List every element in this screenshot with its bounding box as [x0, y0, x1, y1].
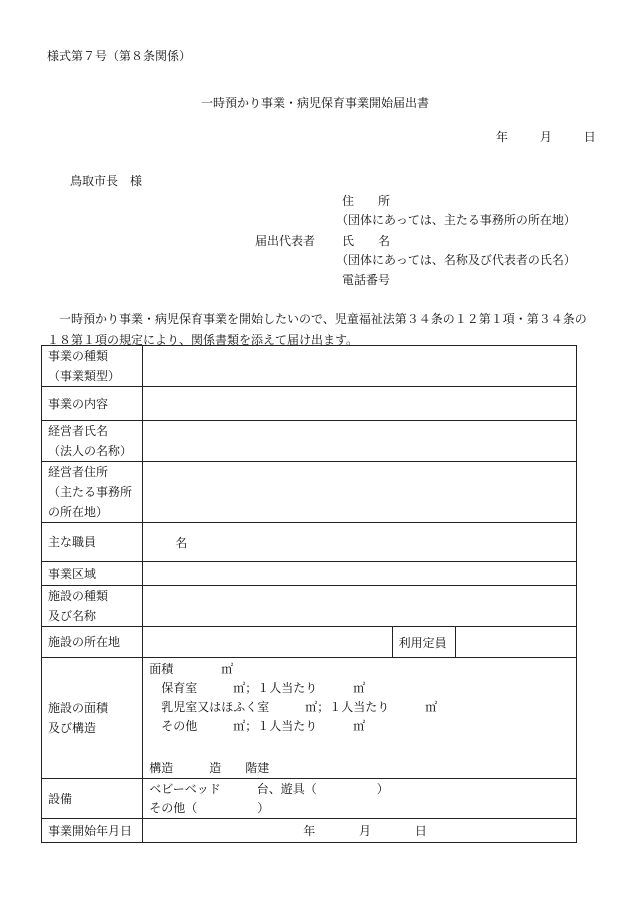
label-staff [42, 523, 143, 562]
label-business-content-text: 事業の内容 [48, 396, 109, 411]
label-equipment [42, 779, 143, 819]
label-operator-address-l3: の所在地） [48, 505, 109, 519]
field-service-area[interactable] [143, 562, 577, 586]
field-equipment[interactable] [143, 779, 577, 819]
label-business-content [42, 387, 143, 421]
label-operator-name [42, 421, 143, 462]
label-service-area-text: 事業区域 [48, 566, 97, 581]
label-capacity: 利用定員 [392, 627, 455, 658]
field-facility-area[interactable] [143, 658, 577, 779]
field-start-date[interactable] [143, 819, 577, 843]
label-facility-area-l1: 施設の面積 [48, 701, 109, 715]
field-operator-address[interactable] [143, 462, 577, 523]
label-business-type [42, 346, 143, 387]
row-business-content [42, 387, 577, 421]
field-business-content[interactable] [143, 387, 577, 421]
phone-label: 電話番号 [342, 273, 391, 287]
label-equipment-text: 設備 [48, 791, 73, 806]
label-business-type-l1: 事業の種類 [48, 349, 109, 363]
date-day: 日 [583, 130, 596, 144]
name-label: 氏 名 [342, 234, 391, 248]
infant-room-line: 乳児室又はほふく室 ㎡；１人当たり ㎡ [161, 700, 438, 714]
row-facility-area [42, 658, 577, 779]
row-service-area [42, 562, 577, 586]
intro-text: 一時預かり事業・病児保育事業を開始したいので、児童福祉法第３４条の１２第１項・第３４条の１８第１項の規定により、関係書類を添えて届け出ます。 [47, 312, 587, 347]
label-operator-address-l2: （主たる事務所 [48, 485, 133, 499]
representative-label: 届出代表者 [255, 234, 316, 248]
field-business-type[interactable] [143, 346, 577, 387]
equipment-line-2: その他（ ） [149, 800, 270, 815]
row-start-date [42, 819, 577, 843]
date-month: 月 [539, 130, 552, 144]
field-operator-name[interactable] [143, 421, 577, 462]
date-year: 年 [496, 130, 509, 144]
document-title: 一時預かり事業・病児保育事業開始届出書 [200, 96, 429, 110]
start-month: 月 [359, 824, 372, 838]
address-note: （団体にあっては、主たる事務所の所在地） [336, 213, 576, 227]
row-facility-kind [42, 586, 577, 627]
name-note: （団体にあっては、名称及び代表者の氏名） [336, 253, 576, 267]
label-operator-name-l1: 経営者氏名 [48, 424, 109, 438]
other-room-line: その他 ㎡；１人当たり ㎡ [161, 719, 366, 733]
label-operator-address-l1: 経営者住所 [48, 465, 109, 479]
structure-line: 構造 造 階建 [149, 761, 270, 775]
label-facility-location [42, 627, 143, 658]
label-operator-name-l2: （法人の名称） [48, 444, 133, 458]
form-number: 様式第７号（第８条関係） [47, 49, 192, 63]
date-line [496, 128, 596, 145]
application-table [41, 345, 577, 843]
address-label: 住 所 [342, 194, 391, 208]
label-facility-area-l2: 及び構造 [48, 721, 97, 735]
label-staff-text: 主な職員 [48, 535, 97, 549]
nursery-line: 保育室 ㎡；１人当たり ㎡ [161, 681, 366, 695]
row-equipment [42, 779, 577, 819]
row-staff [42, 523, 577, 562]
field-capacity[interactable] [455, 627, 576, 658]
field-facility-location[interactable] [143, 627, 392, 658]
label-service-area [42, 562, 143, 586]
row-operator-name [42, 421, 577, 462]
row-operator-address [42, 462, 577, 523]
row-business-type [42, 346, 577, 387]
staff-unit: 名 [175, 535, 188, 550]
start-day: 日 [414, 824, 427, 838]
label-business-type-l2: （事業類型） [48, 369, 121, 383]
label-facility-kind-l1: 施設の種類 [48, 589, 109, 603]
label-start-date-text: 事業開始年月日 [48, 823, 133, 838]
field-facility-kind[interactable] [143, 586, 577, 627]
label-start-date [42, 819, 143, 843]
row-facility-location [42, 627, 577, 658]
label-operator-address [42, 462, 143, 523]
field-staff[interactable] [143, 523, 577, 562]
label-facility-kind-l2: 及び名称 [48, 609, 97, 623]
label-facility-location-text: 施設の所在地 [48, 635, 121, 649]
equipment-line-1: ベビーベッド 台、遊具（ ） [149, 781, 389, 796]
area-total-line: 面積 ㎡ [149, 662, 234, 676]
start-year: 年 [303, 824, 316, 838]
addressee: 鳥取市長 様 [70, 174, 143, 188]
label-facility-kind [42, 586, 143, 627]
label-facility-area [42, 658, 143, 779]
